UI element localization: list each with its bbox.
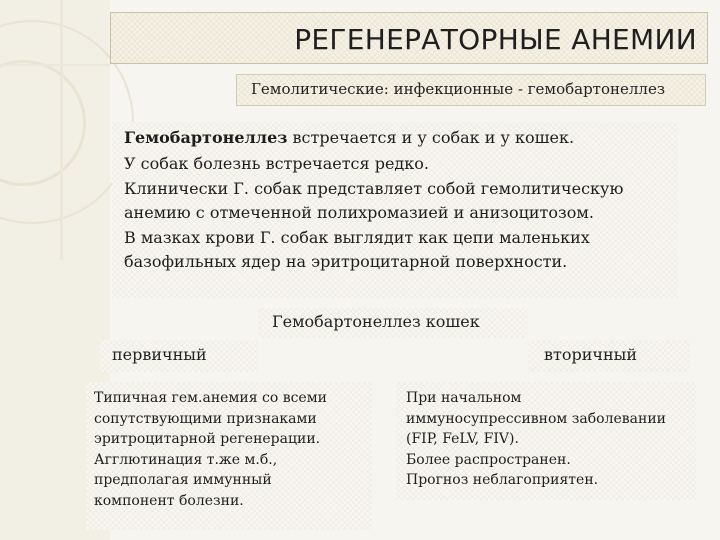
text-line: сопутствующими признаками xyxy=(94,410,317,427)
text: Клинически Г. собак представляет собой гемолитическую xyxy=(124,179,624,198)
title-bar xyxy=(110,12,708,64)
primary-label: первичный xyxy=(112,345,207,364)
paragraph xyxy=(124,177,678,224)
secondary-label: вторичный xyxy=(544,345,638,364)
primary-description-box xyxy=(86,382,372,530)
secondary-description-box xyxy=(396,382,696,500)
category-title-box xyxy=(258,308,528,338)
text-line: Типичная гем.анемия со всеми xyxy=(94,390,327,406)
paragraph xyxy=(124,126,678,150)
text-line: (FIP, FeLV, FIV). xyxy=(406,431,519,447)
primary-label-box xyxy=(100,340,258,372)
text-line: предполагая иммунный xyxy=(94,472,272,488)
text: анемию с отмеченной полихромазией и анизоцитозом. xyxy=(124,202,594,222)
text-line: Агглютинация т.же м.б., xyxy=(94,451,278,468)
term-bold: Гемобартонеллез xyxy=(124,128,288,147)
main-text-box xyxy=(112,122,678,298)
paragraph: У собак болезнь встречается редко. xyxy=(124,153,429,173)
page-title: РЕГЕНЕРАТОРНЫЕ АНЕМИИ xyxy=(294,23,697,56)
text-line: эритроцитарной регенерации. xyxy=(94,431,321,447)
text-line: При начальном xyxy=(406,390,522,406)
paragraph xyxy=(124,226,678,273)
secondary-label-box xyxy=(528,340,690,372)
text-line: компонент болезни. xyxy=(94,492,244,509)
decorative-line xyxy=(60,0,63,260)
category-title: Гемобартонеллез кошек xyxy=(272,312,480,331)
text: встречается и у собак и у кошек. xyxy=(287,128,575,147)
subtitle-box xyxy=(236,74,706,106)
decorative-line xyxy=(0,64,110,66)
text: базофильных ядер на эритроцитарной поверхности. xyxy=(124,251,568,271)
text: В мазках крови Г. собак выглядит как цепи маленьких xyxy=(124,228,590,247)
text-line: иммуносупрессивном заболевании xyxy=(406,410,666,427)
subtitle: Гемолитические: инфекционные - гемобартонеллез xyxy=(251,80,666,98)
text-line: Более распространен. xyxy=(406,451,571,468)
text-line: Прогноз неблагоприятен. xyxy=(406,472,599,488)
